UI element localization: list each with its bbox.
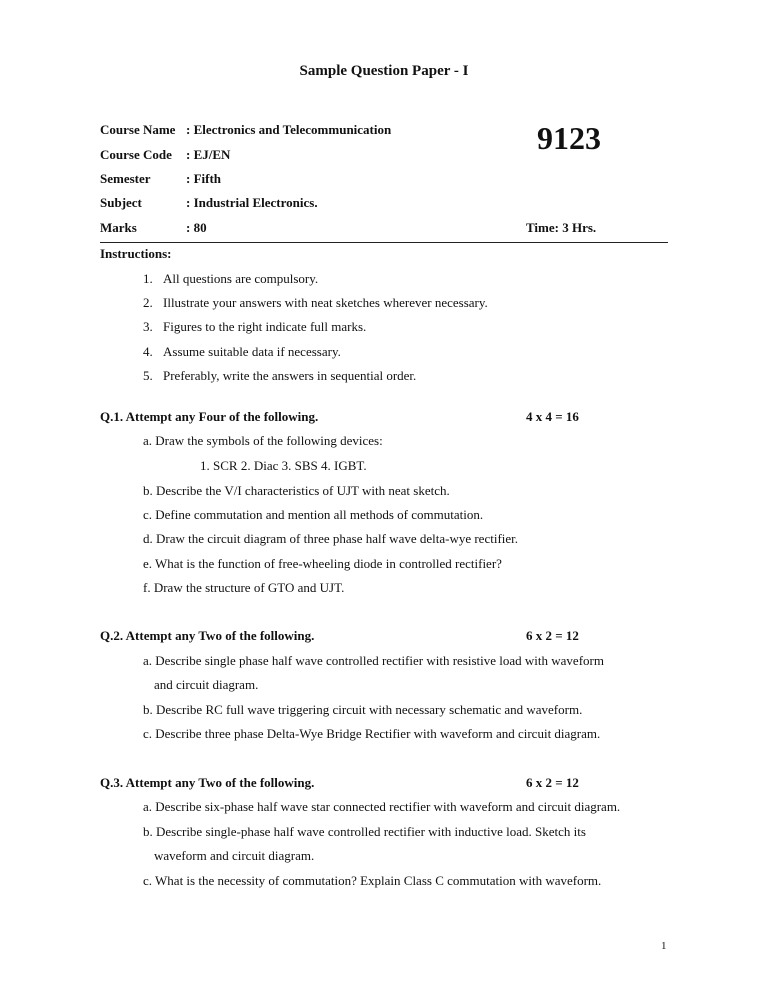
page-number: 1 — [661, 940, 667, 952]
q3-heading: Q.3. Attempt any Two of the following. — [100, 775, 315, 790]
q2-item-c: c. Describe three phase Delta-Wye Bridge Rectifier with waveform and circuit diagram. — [143, 726, 601, 741]
instruction-text: Illustrate your answers with neat sketches wherever necessary. — [163, 295, 488, 310]
subject-label: Subject — [100, 195, 142, 210]
marks-label: Marks — [100, 220, 137, 235]
instruction-number: 3. — [143, 319, 153, 334]
course-name-label: Course Name — [100, 122, 176, 137]
subject-value: : Industrial Electronics. — [186, 195, 318, 210]
q1-heading: Q.1. Attempt any Four of the following. — [100, 409, 319, 424]
q2-item-a-line1: a. Describe single phase half wave controlled rectifier with resistive load with waveform — [143, 653, 604, 668]
paper-code: 9123 — [537, 120, 601, 156]
q1-item-b: b. Describe the V/I characteristics of UJT with neat sketch. — [143, 483, 450, 498]
semester-value: : Fifth — [186, 171, 222, 186]
q1-item-f: f. Draw the structure of GTO and UJT. — [143, 580, 345, 595]
instruction-number: 2. — [143, 295, 153, 310]
marks-value: : 80 — [186, 220, 207, 235]
q2-heading: Q.2. Attempt any Two of the following. — [100, 628, 315, 643]
instruction-item — [143, 295, 488, 311]
semester-label: Semester — [100, 171, 151, 186]
q3-marks: 6 x 2 = 12 — [526, 775, 579, 790]
q2-marks: 6 x 2 = 12 — [526, 628, 579, 643]
q1-item-e: e. What is the function of free-wheeling diode in controlled rectifier? — [143, 556, 502, 571]
q1-item-a: a. Draw the symbols of the following devices: — [143, 433, 383, 448]
instruction-item — [143, 344, 341, 360]
instruction-item — [143, 368, 416, 384]
instructions-heading: Instructions: — [100, 246, 172, 261]
instruction-number: 4. — [143, 344, 153, 359]
page-title: Sample Question Paper - I — [299, 63, 469, 79]
q3-item-a: a. Describe six-phase half wave star connected rectifier with waveform and circuit diagram. — [143, 799, 621, 814]
q3-item-b-line1: b. Describe single-phase half wave controlled rectifier with inductive load. Sketch its — [143, 824, 586, 839]
q2-item-a-line2: and circuit diagram. — [154, 677, 259, 692]
instruction-number: 5. — [143, 368, 153, 383]
instruction-number: 1. — [143, 271, 153, 286]
instruction-text: Assume suitable data if necessary. — [163, 344, 341, 359]
q1-item-c: c. Define commutation and mention all methods of commutation. — [143, 507, 484, 522]
q1-item-d: d. Draw the circuit diagram of three phase half wave delta-wye rectifier. — [143, 531, 519, 546]
course-code-label: Course Code — [100, 147, 172, 162]
instruction-item — [143, 319, 366, 335]
course-name-value: : Electronics and Telecommunication — [186, 122, 392, 137]
course-code-value: : EJ/EN — [186, 147, 231, 162]
q3-item-c: c. What is the necessity of commutation? Explain Class C commutation with waveform. — [143, 873, 602, 888]
q1-item-a-list: 1. SCR 2. Diac 3. SBS 4. IGBT. — [200, 458, 367, 473]
q1-marks: 4 x 4 = 16 — [526, 409, 579, 424]
q3-item-b-line2: waveform and circuit diagram. — [154, 848, 315, 863]
instruction-item — [143, 271, 318, 287]
instruction-text: All questions are compulsory. — [163, 271, 319, 286]
instruction-text: Figures to the right indicate full marks. — [163, 319, 367, 334]
q2-item-b: b. Describe RC full wave triggering circuit with necessary schematic and waveform. — [143, 702, 583, 717]
header-divider — [100, 242, 668, 243]
time-value: Time: 3 Hrs. — [526, 220, 597, 235]
instruction-text: Preferably, write the answers in sequential order. — [163, 368, 417, 383]
